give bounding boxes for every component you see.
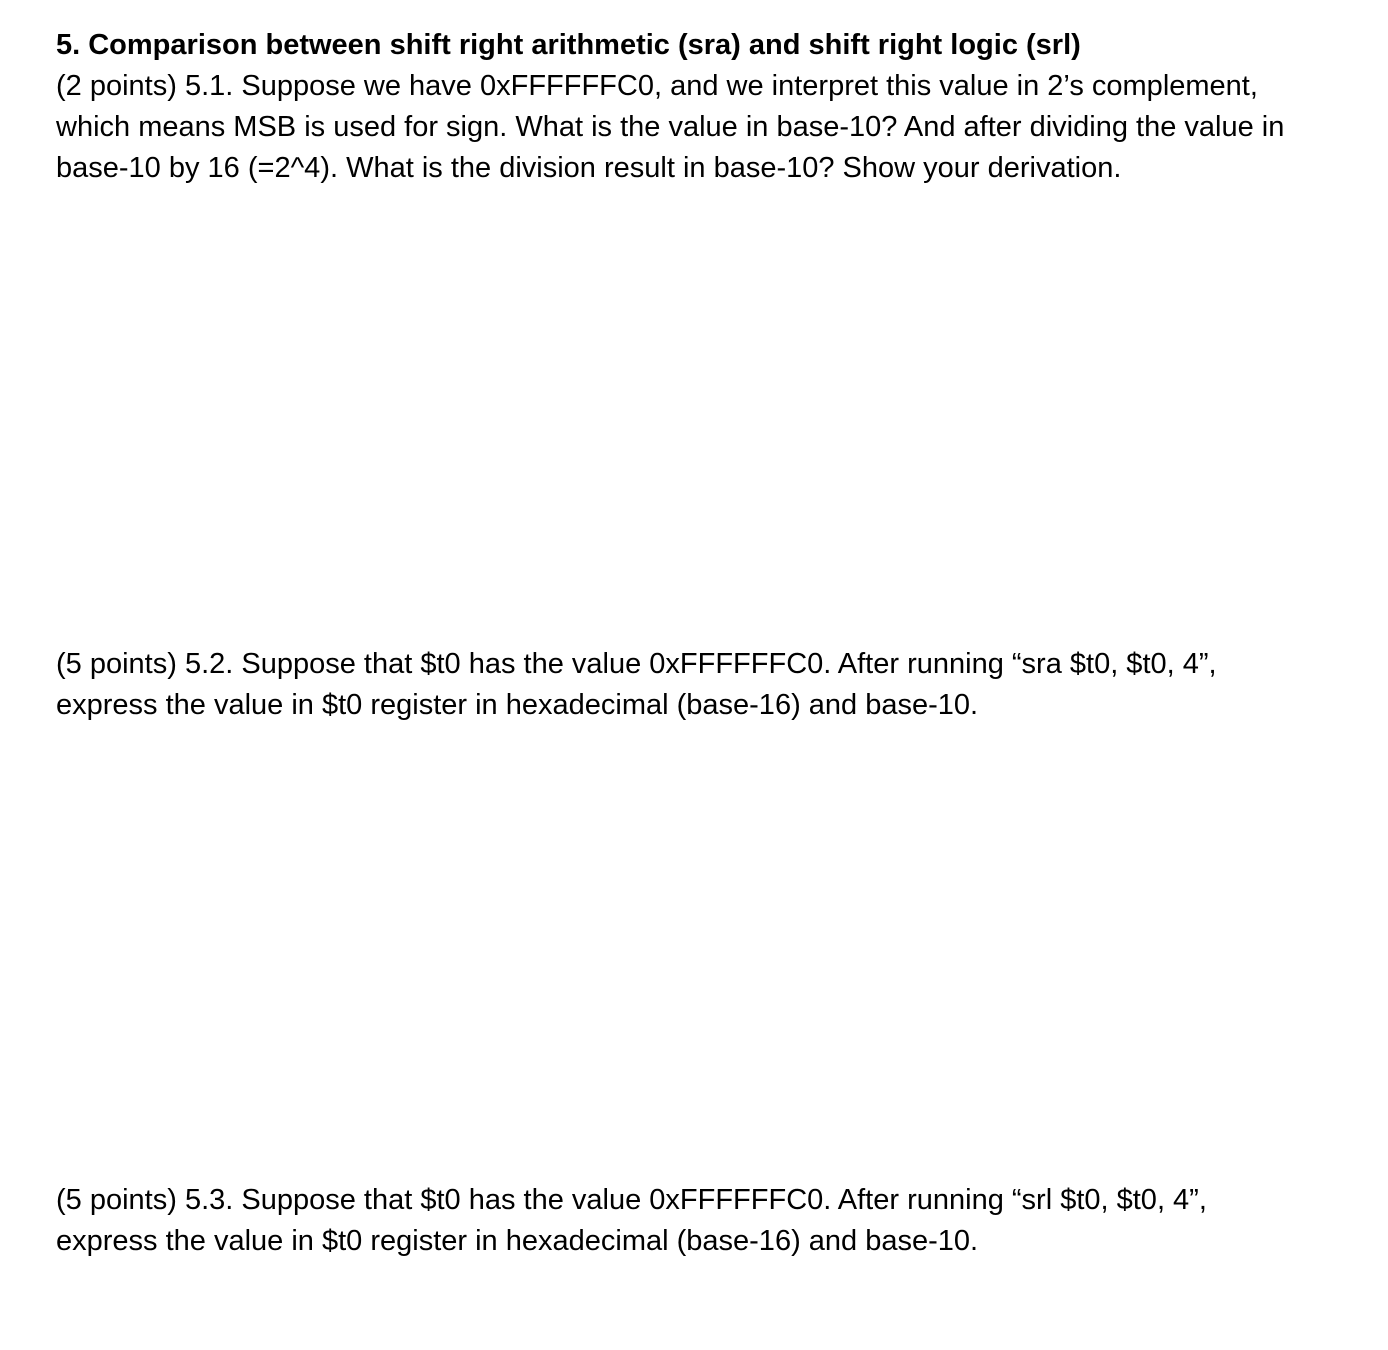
question-5-2-text: (5 points) 5.2. Suppose that $t0 has the value 0xFFFFFFC0. After running “sra $t0, $t0, 4”, express the value in $t0 register in hexadecimal (base-16) and base-10. (56, 648, 1217, 721)
question-5-3-text: (5 points) 5.3. Suppose that $t0 has the value 0xFFFFFFC0. After running “srl $t0, $t0, 4”, express the value in $t0 register in hexadecimal (base-16) and base-10. (56, 1184, 1207, 1257)
question-5-1-block (56, 25, 1316, 189)
section-heading: 5. Comparison between shift right arithmetic (sra) and shift right logic (srl) (56, 29, 1081, 61)
question-5-1-text: (2 points) 5.1. Suppose we have 0xFFFFFFC0, and we interpret this value in 2’s complement, which means MSB is used for sign. What is the value in base-10? And after dividing the value in base-10 by 16 (=2^4). What is the division result in base-10? Show your derivation. (56, 70, 1285, 184)
question-5-2-block (56, 644, 1316, 726)
question-5-3-block (56, 1180, 1316, 1262)
